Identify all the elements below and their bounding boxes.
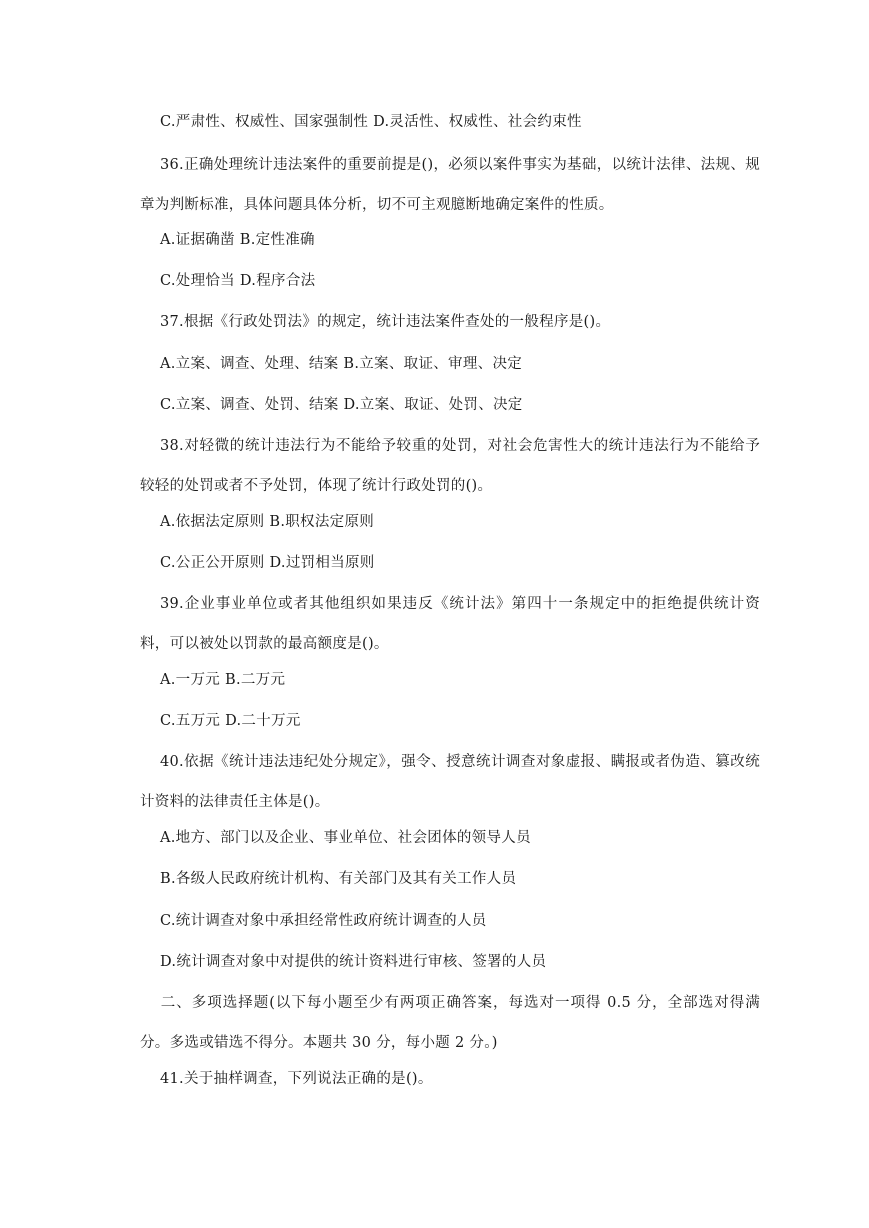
q40-option-c: C.统计调查对象中承担经常性政府统计调查的人员: [160, 913, 487, 929]
q38-options-cd: C.公正公开原则 D.过罚相当原则: [160, 555, 375, 571]
q40-option-a: A.地方、部门以及企业、事业单位、社会团体的领导人员: [160, 830, 531, 846]
q36-options-cd: C.处理恰当 D.程序合法: [160, 273, 316, 289]
q37-options-ab: A.立案、调查、处理、结案 B.立案、取证、审理、决定: [160, 356, 523, 372]
question-40-text: 40.依据《统计违法违纪处分规定》，强令、授意统计调查对象虚报、瞒报或者伪造、篡改统计资料的法律责任主体是()。: [140, 754, 760, 810]
q39-options-ab: A.一万元 B.二万元: [160, 672, 286, 688]
q39-options-cd: C.五万元 D.二十万元: [160, 713, 301, 729]
question-39-text: 39.企业事业单位或者其他组织如果违反《统计法》第四十一条规定中的拒绝提供统计资料，可以被处以罚款的最高额度是()。: [140, 596, 760, 652]
q38-options-ab: A.依据法定原则 B.职权法定原则: [160, 514, 375, 530]
q40-option-d: D.统计调查对象中对提供的统计资料进行审核、签署的人员: [160, 954, 547, 970]
section-2-heading: [140, 983, 760, 1063]
question-41: 41.关于抽样调查，下列说法正确的是()。: [160, 1071, 433, 1087]
question-39: [140, 584, 760, 664]
question-36-text: 36.正确处理统计违法案件的重要前提是()，必须以案件事实为基础，以统计法律、法规、规章为判断标准，具体问题具体分析，切不可主观臆断地确定案件的性质。: [140, 157, 760, 213]
section-2-text: 二、多项选择题(以下每小题至少有两项正确答案，每选对一项得 0.5 分，全部选对得满分。多选或错选不得分。本题共 30 分，每小题 2 分。): [140, 995, 760, 1051]
q36-options-ab: A.证据确凿 B.定性准确: [160, 232, 315, 248]
question-40: [140, 742, 760, 822]
q35-options-cd: C.严肃性、权威性、国家强制性 D.灵活性、权威性、社会约束性: [160, 114, 582, 130]
question-36: [140, 145, 760, 225]
question-38: [140, 426, 760, 506]
question-37: 37.根据《行政处罚法》的规定，统计违法案件查处的一般程序是()。: [160, 314, 611, 330]
q40-option-b: B.各级人民政府统计机构、有关部门及其有关工作人员: [160, 871, 517, 887]
q37-options-cd: C.立案、调查、处罚、结案 D.立案、取证、处罚、决定: [160, 397, 523, 413]
question-38-text: 38.对轻微的统计违法行为不能给予较重的处罚，对社会危害性大的统计违法行为不能给予较轻的处罚或者不予处罚，体现了统计行政处罚的()。: [140, 438, 760, 494]
